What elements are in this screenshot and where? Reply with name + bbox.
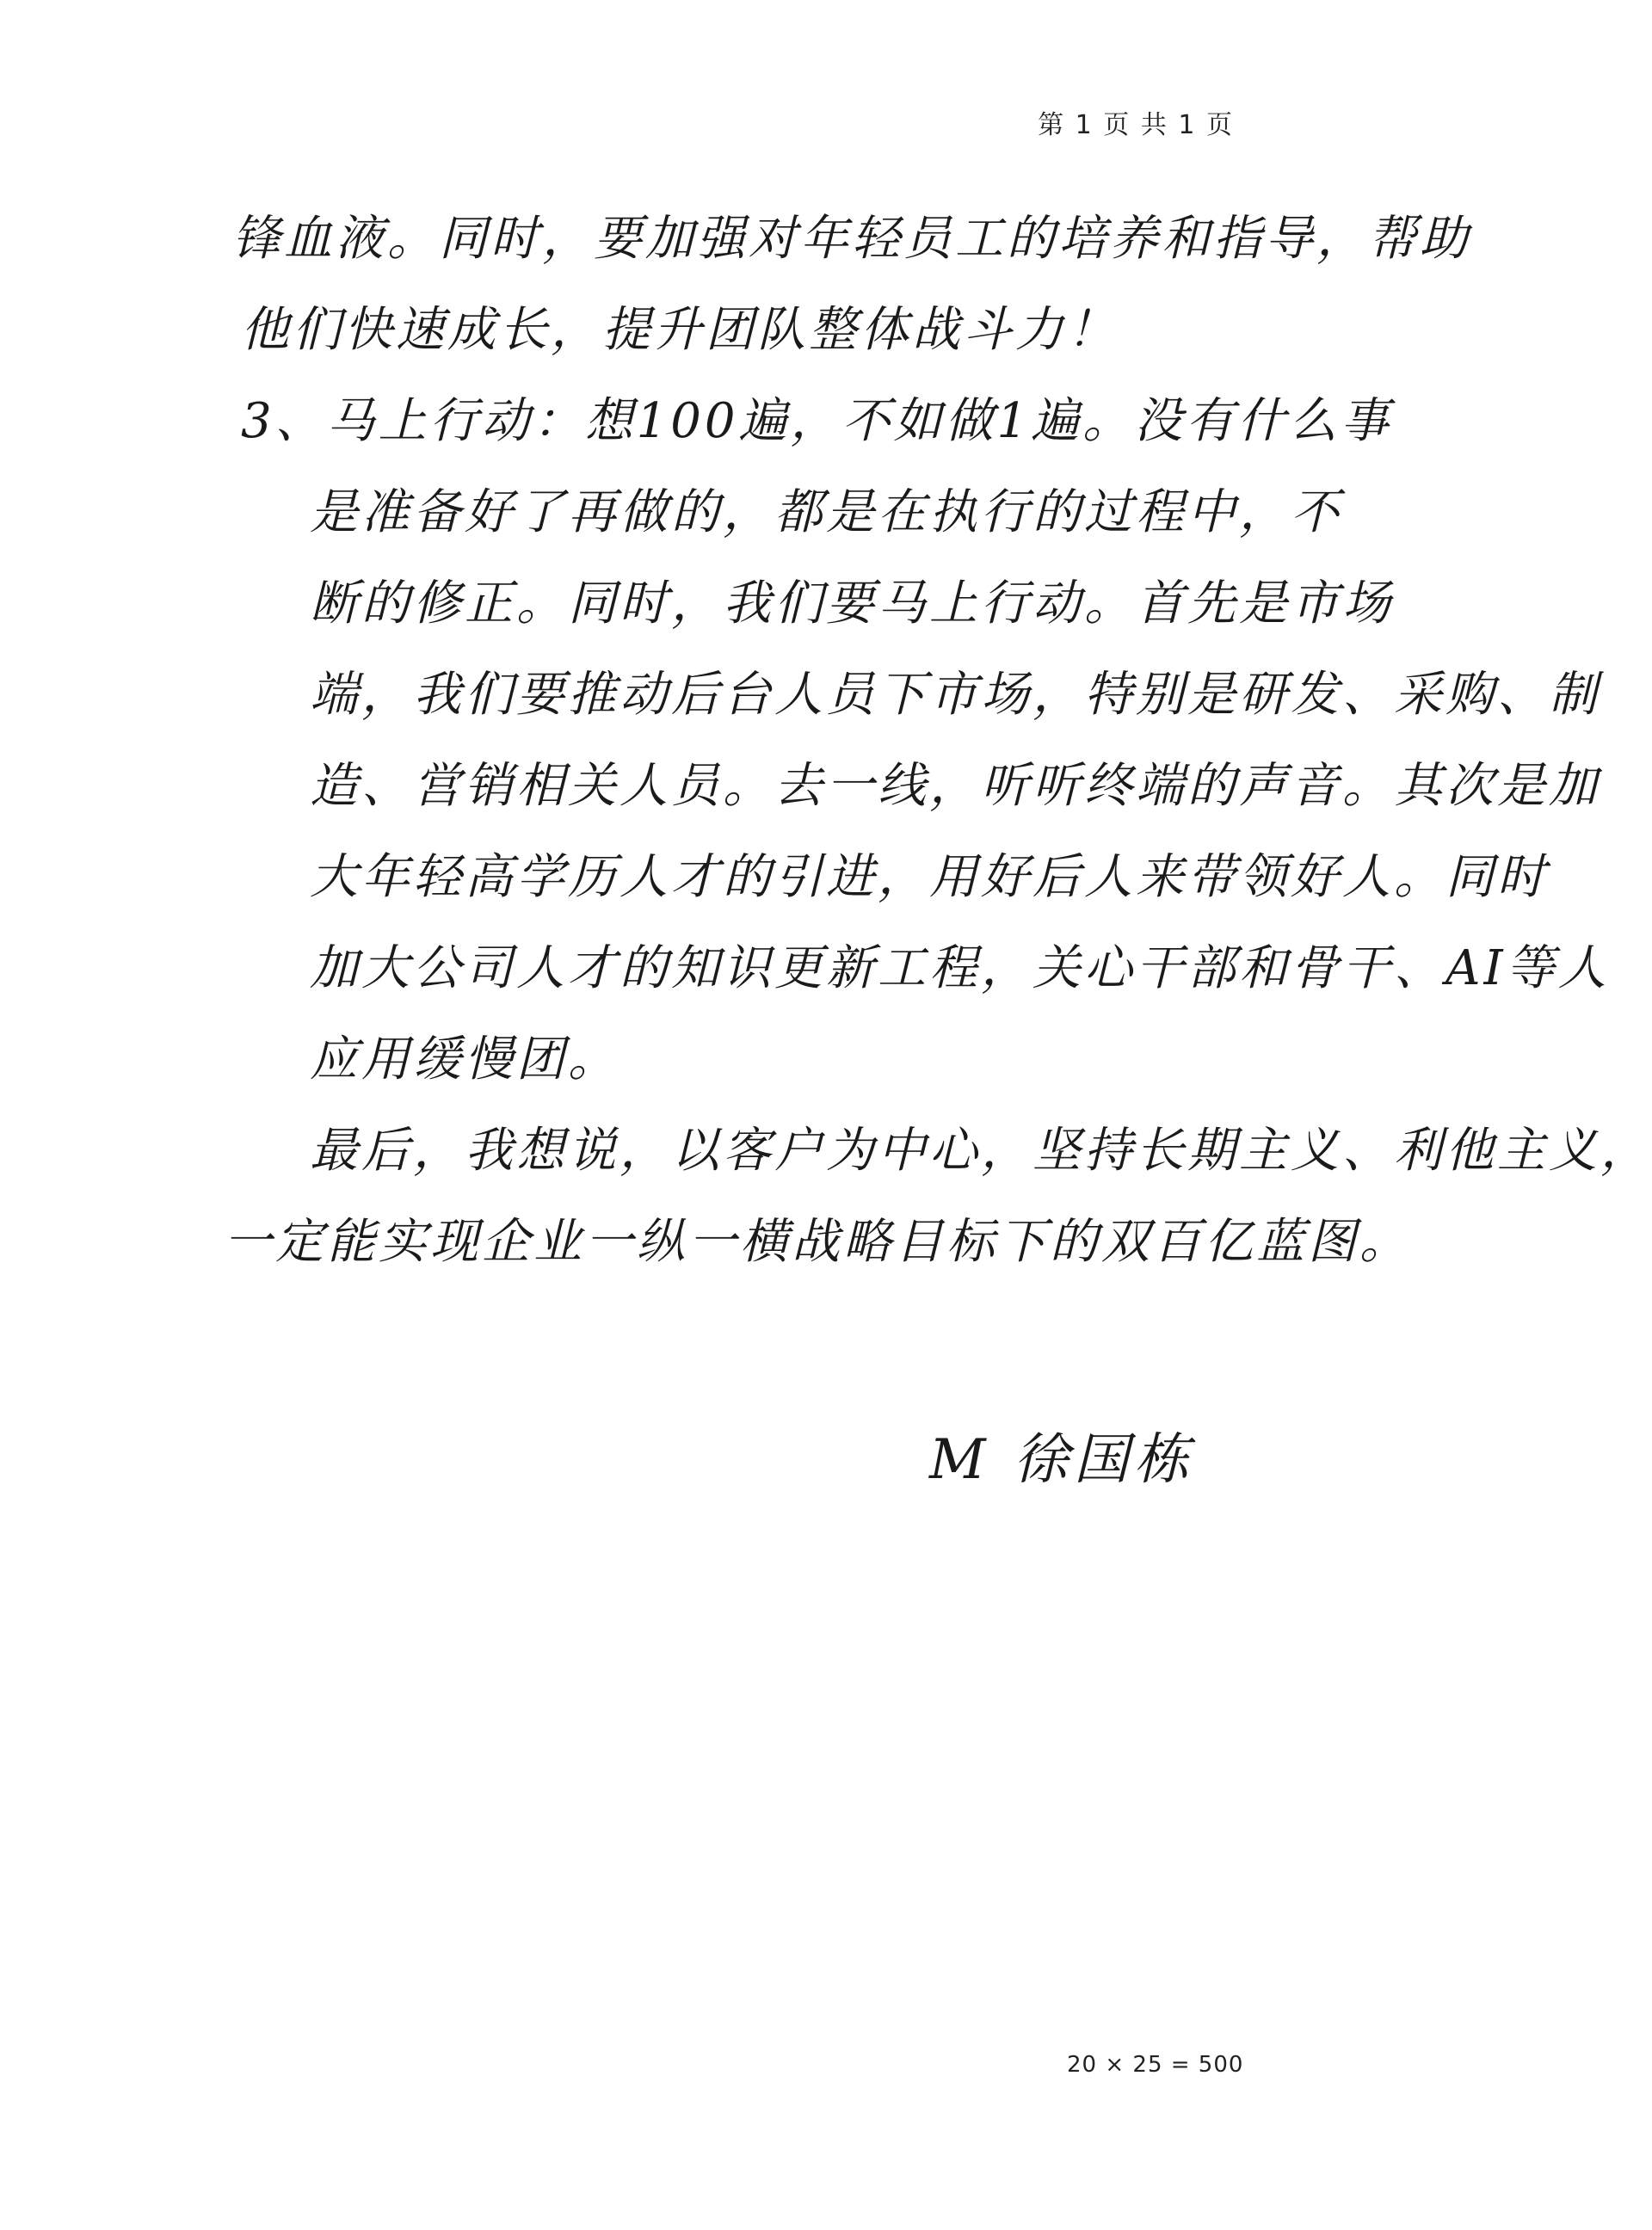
letter-line-7: 造、営销相关人员。去一线，听听终端的声音。其次是加 (310, 758, 1600, 814)
letter-line-4: 是准备好了再做的，都是在执行的过程中，不 (310, 484, 1342, 540)
letter-line-9: 加大公司人才的知识更新工程，关心干部和骨干、AI等人 (310, 940, 1610, 996)
signature: M 徐国栋 (929, 1428, 1194, 1492)
letter-line-8: 大年轻高学历人才的引进，用好后人来带领好人。同时 (310, 849, 1549, 905)
grid-count-footer: 20 × 25 = 500 (1067, 2052, 1244, 2078)
letter-line-1: 锋血液。同时，要加强对年轻员工的培养和指导，帮助 (232, 211, 1471, 267)
page-number-header: 第 1 页 共 1 页 (1038, 110, 1234, 140)
letter-line-2: 他们快速成长，提升团队整体战斗力！ (241, 302, 1119, 358)
letter-line-5: 断的修正。同时，我们要马上行动。首先是市场 (310, 576, 1394, 631)
letter-body (224, 194, 1652, 1288)
letter-line-10: 应用缓慢团。 (310, 1032, 620, 1087)
letter-line-3: 3、马上行动：想100遍，不如做1遍。没有什么事 (241, 393, 1393, 449)
letter-line-12: 一定能实现企业一纵一横战略目标下的双百亿蓝图。 (224, 1214, 1411, 1270)
letter-line-6: 端，我们要推动后台人员下市场，特别是研发、采购、制 (310, 667, 1600, 723)
letter-line-11: 最后，我想说，以客户为中心，坚持长期主义、利他主义， (310, 1123, 1652, 1179)
